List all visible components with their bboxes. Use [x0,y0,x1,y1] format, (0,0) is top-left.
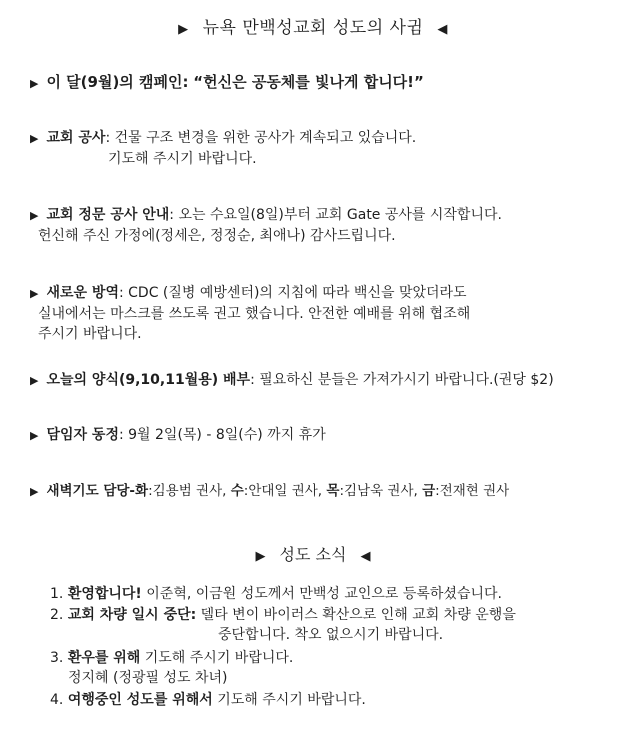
news-label: 교회 차량 일시 중단: [67,607,197,623]
notice-item [30,370,620,391]
triangle-left-icon: ◀ [360,549,371,564]
section-title [0,545,626,567]
campaign-label: 이 달(9월)의 캠페인: [46,73,189,91]
news-text-line2: 정지혜 (정광필 성도 차녀) [68,670,228,686]
news-num: 3. [50,650,64,666]
notice-item [30,205,620,246]
campaign-text: “헌신은 공동체를 빛나게 합니다!” [193,73,424,91]
notice-item [30,481,620,502]
page-title-text: 뉴욕 만백성교회 성도의 사귐 [202,18,424,38]
notice-text-line3: 주시기 바랍니다. [38,326,142,342]
news-item [50,605,610,645]
notice-item [30,283,620,344]
triangle-right-icon: ▶ [255,549,266,564]
notice-label: 오늘의 양식(9,10,11월용) 배부 [46,372,251,388]
notice-sep: : [118,427,124,443]
news-text: 이준혁, 이금원 성도께서 만백성 교인으로 등록하셨습니다. [141,586,503,602]
news-text: 기도해 주시기 바랍니다. [212,692,366,708]
news-text: 기도해 주시기 바랍니다. [140,650,294,666]
bullet-icon: ▶ [30,209,39,222]
notice-sep: : [250,372,255,388]
notice-text: 오는 수요일(8일)부터 교회 Gate 공사를 시작합니다. [174,207,502,223]
notice-text-3: :김남욱 권사, [339,483,423,499]
news-label: 환영합니다! [67,586,142,602]
notice-label: 교회 공사 [46,130,106,146]
triangle-left-icon: ◀ [437,22,448,37]
notice-sep: : [118,285,124,301]
notice-label-4: 금 [422,483,436,499]
news-num: 1. [50,586,64,602]
triangle-right-icon: ▶ [178,22,189,37]
notice-label: 새벽기도 담당-화 [46,483,149,499]
bullet-icon: ▶ [30,77,39,90]
bullet-icon: ▶ [30,287,39,300]
notice-text-line2: 기도해 주시기 바랍니다. [108,151,257,167]
bullet-icon: ▶ [30,485,39,498]
bullet-icon: ▶ [30,374,39,387]
news-label: 환우를 위해 [67,650,141,666]
section-title-text: 성도 소식 [279,545,347,564]
news-num: 4. [50,692,64,708]
bullet-icon: ▶ [30,132,39,145]
news-text: 델타 변이 바이러스 확산으로 인해 교회 차량 운행을 [196,607,516,623]
news-item [50,648,610,688]
notice-sep: : [148,483,153,499]
news-label: 여행중인 성도를 위해서 [67,692,213,708]
notice-label: 새로운 방역 [46,285,119,301]
bullet-icon: ▶ [30,429,39,442]
notice-label: 교회 정문 공사 안내 [46,207,170,223]
notice-text: 건물 구조 변경을 위한 공사가 계속되고 있습니다. [110,130,417,146]
notice-text: 필요하신 분들은 가져가시기 바랍니다.(권당 $2) [254,372,554,388]
notice-sep: : [105,130,111,146]
campaign-line [30,72,620,94]
notice-item [30,425,620,446]
page-title [0,18,626,40]
notice-text-2: :안대일 권사, [243,483,327,499]
notice-text: CDC (질병 예방센터)의 지침에 따라 백신을 맞았더라도 [123,285,467,301]
notice-label: 담임자 동정 [46,427,119,443]
notice-text-line2: 실내에서는 마스크를 쓰도록 권고 했습니다. 안전한 예배를 위해 협조해 [38,306,471,322]
news-text-line2: 중단합니다. 착오 없으시기 바랍니다. [218,627,444,643]
notice-item [30,128,620,169]
news-num: 2. [50,607,64,623]
news-item [50,690,610,710]
notice-text-line2: 헌신해 주신 가정에(정세은, 정정순, 최애나) 감사드립니다. [38,228,396,244]
notice-label-3: 목 [326,483,340,499]
notice-text: 김용범 권사, [152,483,231,499]
notice-label-2: 수 [230,483,244,499]
notice-text-4: :전재현 권사 [435,483,510,499]
notice-text: 9월 2일(목) - 8일(수) 까지 휴가 [123,427,326,443]
news-item [50,584,610,604]
notice-sep: : [169,207,175,223]
